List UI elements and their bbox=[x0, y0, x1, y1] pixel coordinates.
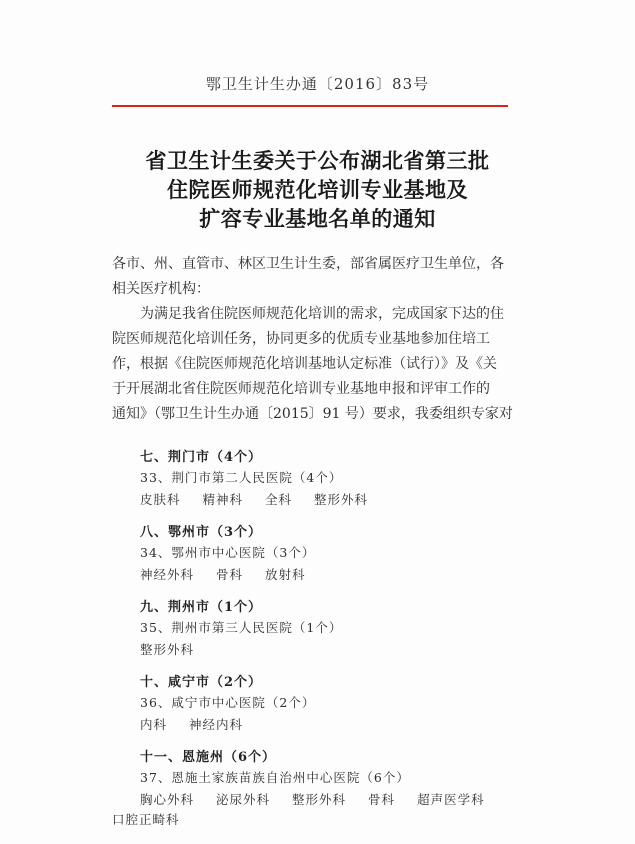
title-line-3: 扩容专业基地名单的通知 bbox=[199, 206, 436, 231]
title-line-1: 省卫生计生委关于公布湖北省第三批 bbox=[145, 148, 490, 173]
body-line: 为满足我省住院医师规范化培训的需求，完成国家下达的住 bbox=[140, 306, 504, 322]
body-line: 作，根据《住院医师规范化培训基地认定标准（试行）》及《关 bbox=[112, 356, 497, 372]
body-line: 相关医疗机构： bbox=[112, 281, 210, 297]
body-line: 于开展湖北省住院医师规范化培训专业基地申报和评审工作的 bbox=[112, 381, 490, 397]
department-list bbox=[112, 810, 202, 828]
department: 内科 bbox=[140, 717, 168, 732]
department: 神经内科 bbox=[189, 717, 244, 732]
section-heading: 十一、恩施州（6个） bbox=[140, 750, 277, 765]
red-divider bbox=[112, 105, 508, 107]
document-number: 鄂卫生计生办通〔2016〕83号 bbox=[205, 75, 430, 93]
hospital-name: 37、恩施土家族苗族自治州中心医院（6个） bbox=[140, 770, 410, 785]
department: 全科 bbox=[265, 492, 293, 507]
department: 泌尿外科 bbox=[216, 792, 271, 807]
department: 胸心外科 bbox=[140, 792, 195, 807]
department: 口腔正畸科 bbox=[112, 812, 180, 827]
hospital-name: 36、咸宁市中心医院（2个） bbox=[140, 695, 316, 710]
hospital-name: 35、荆州市第三人民医院（1个） bbox=[140, 620, 343, 635]
body-line: 各市、州、直管市、林区卫生计生委，部省属医疗卫生单位，各 bbox=[112, 256, 504, 272]
department-list bbox=[140, 640, 216, 658]
hospital-name: 34、鄂州市中心医院（3个） bbox=[140, 545, 316, 560]
department: 骨科 bbox=[216, 567, 244, 582]
department: 精神科 bbox=[202, 492, 244, 507]
department-list bbox=[140, 490, 390, 508]
department-list bbox=[140, 790, 507, 808]
section-heading: 七、荆门市（4个） bbox=[140, 450, 263, 465]
department-list bbox=[140, 715, 265, 733]
department: 整形外科 bbox=[292, 792, 347, 807]
department: 整形外科 bbox=[314, 492, 369, 507]
department: 整形外科 bbox=[140, 642, 195, 657]
section-heading: 八、鄂州市（3个） bbox=[140, 525, 263, 540]
department: 神经外科 bbox=[140, 567, 195, 582]
section-heading: 九、荆州市（1个） bbox=[140, 600, 263, 615]
department: 皮肤科 bbox=[140, 492, 181, 507]
department: 放射科 bbox=[265, 567, 306, 582]
title-line-2: 住院医师规范化培训专业基地及 bbox=[167, 177, 468, 202]
department-list bbox=[140, 565, 328, 583]
department: 骨科 bbox=[368, 792, 396, 807]
body-line: 院医师规范化培训任务，协同更多的优质专业基地参加住培工 bbox=[112, 331, 490, 347]
hospital-name: 33、荆门市第二人民医院（4个） bbox=[140, 470, 343, 485]
body-line: 通知》（鄂卫生计生办通〔2015〕91 号）要求，我委组织专家对 bbox=[112, 406, 513, 422]
section-heading: 十、咸宁市（2个） bbox=[140, 675, 263, 690]
department: 超声医学科 bbox=[417, 792, 485, 807]
